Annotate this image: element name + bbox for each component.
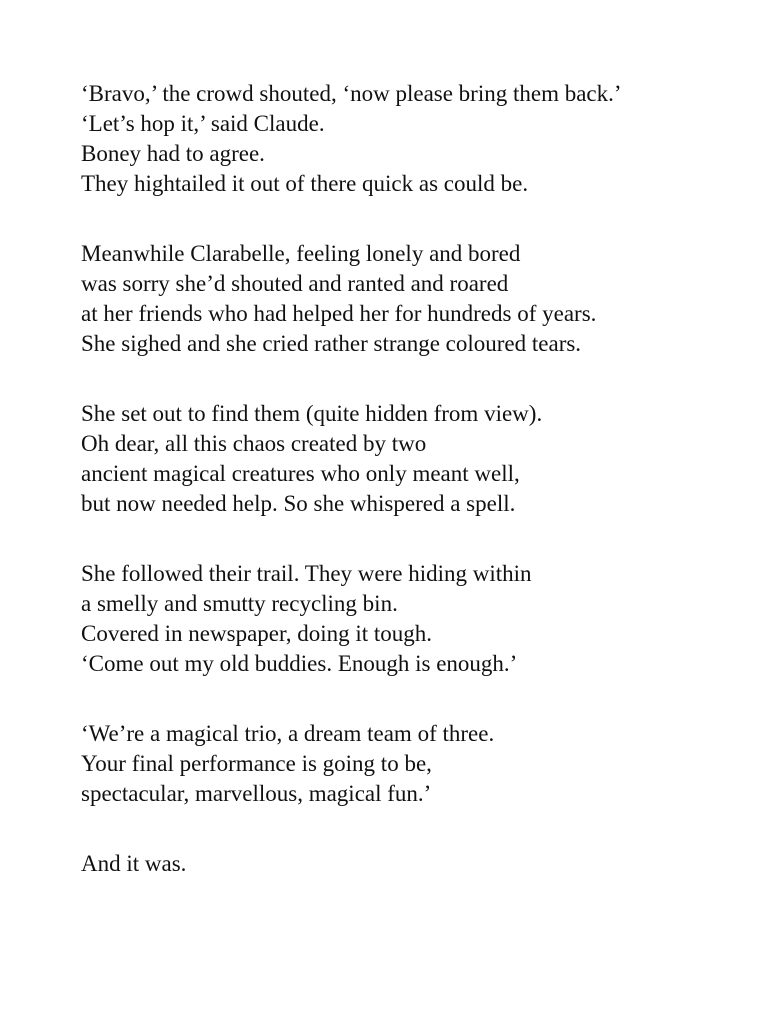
- poem-line: Meanwhile Clarabelle, feeling lonely and bored: [81, 241, 521, 266]
- poem-line: ancient magical creatures who only meant well,: [81, 461, 520, 486]
- poem-line: but now needed help. So she whispered a spell.: [81, 491, 516, 516]
- poem-line: was sorry she’d shouted and ranted and roared: [81, 271, 509, 296]
- poem-line: a smelly and smutty recycling bin.: [81, 591, 398, 616]
- poem-line: They hightailed it out of there quick as could be.: [81, 171, 529, 196]
- stanza-4: [81, 559, 751, 679]
- poem-line: Oh dear, all this chaos created by two: [81, 431, 427, 456]
- stanza-3: [81, 399, 751, 519]
- stanza-5: [81, 719, 751, 809]
- poem-line: She set out to find them (quite hidden from view).: [81, 401, 543, 426]
- poem-line: She sighed and she cried rather strange coloured tears.: [81, 331, 582, 356]
- stanza-1: [81, 79, 751, 199]
- poem-line: Your final performance is going to be,: [81, 751, 432, 776]
- stanza-2: [81, 239, 751, 359]
- poem-line: at her friends who had helped her for hundreds of years.: [81, 301, 597, 326]
- poem-line: ‘We’re a magical trio, a dream team of three.: [81, 721, 495, 746]
- poem-line: And it was.: [81, 851, 187, 876]
- poem-line: Boney had to agree.: [81, 141, 265, 166]
- poem-line: Covered in newspaper, doing it tough.: [81, 621, 433, 646]
- poem-line: ‘Come out my old buddies. Enough is enough.’: [81, 651, 518, 676]
- poem-page: [81, 79, 751, 919]
- poem-line: spectacular, marvellous, magical fun.’: [81, 781, 432, 806]
- poem-line: ‘Bravo,’ the crowd shouted, ‘now please bring them back.’: [81, 81, 622, 106]
- poem-line: ‘Let’s hop it,’ said Claude.: [81, 111, 325, 136]
- stanza-6: [81, 849, 751, 879]
- poem-line: She followed their trail. They were hiding within: [81, 561, 532, 586]
